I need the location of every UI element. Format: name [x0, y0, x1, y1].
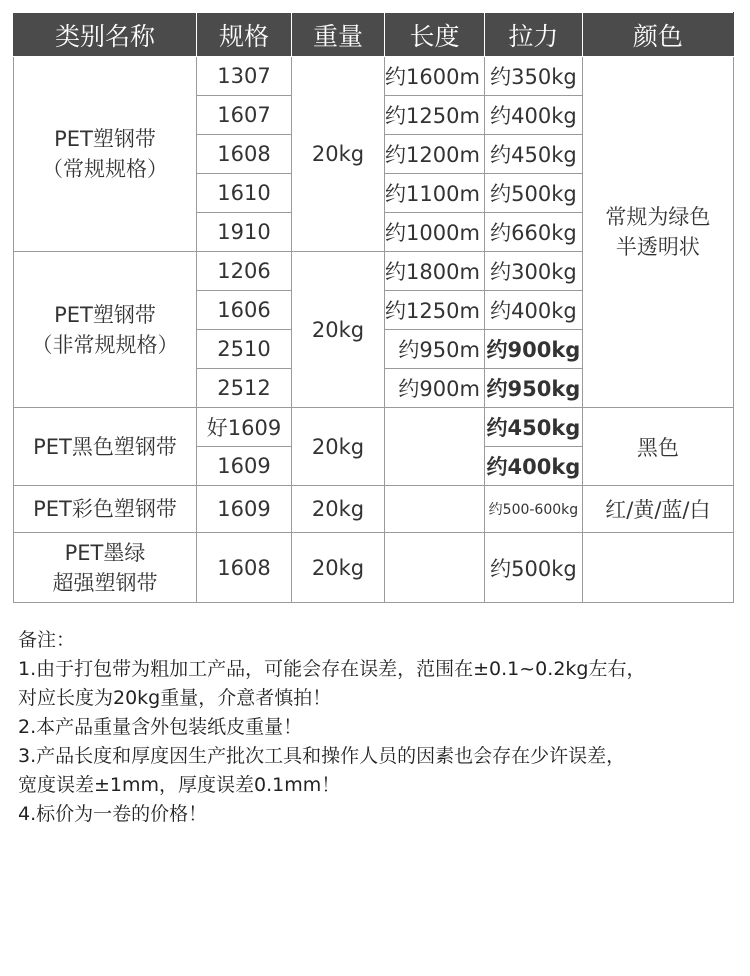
spec-cell: 1910 — [197, 213, 292, 252]
spec-cell: 1608 — [197, 135, 292, 174]
weight-cell: 20kg — [292, 486, 385, 533]
header-color: 颜色 — [582, 13, 733, 57]
length-cell: 约1800m — [385, 252, 485, 291]
category-name: PET塑钢带 — [54, 302, 156, 327]
header-weight: 重量 — [292, 13, 385, 57]
header-force: 拉力 — [484, 13, 582, 57]
length-cell: 约1600m — [385, 57, 485, 96]
notes-section — [18, 626, 743, 829]
spec-cell: 2510 — [197, 330, 292, 369]
length-cell: 约1200m — [385, 135, 485, 174]
category-name: PET墨绿 — [64, 540, 146, 565]
table-row — [14, 408, 734, 447]
color-cell — [582, 57, 733, 408]
length-cell — [385, 486, 485, 533]
force-cell: 约300kg — [484, 252, 582, 291]
force-cell: 约900kg — [484, 330, 582, 369]
category-cell — [14, 252, 197, 408]
length-cell — [385, 533, 485, 603]
spec-table — [13, 12, 734, 603]
length-cell: 约1250m — [385, 96, 485, 135]
color-cell: 黑色 — [582, 408, 733, 486]
note-line: 对应长度为20kg重量，介意者慎拍！ — [18, 687, 332, 709]
note-line: 宽度误差±1mm，厚度误差0.1mm！ — [18, 774, 341, 796]
color-cell: 红/黄/蓝/白 — [582, 486, 733, 533]
note-line: 4.标价为一卷的价格！ — [18, 803, 208, 825]
spec-cell: 1610 — [197, 174, 292, 213]
spec-cell: 1607 — [197, 96, 292, 135]
force-cell: 约450kg — [484, 408, 582, 447]
category-subname: （非常规规格） — [31, 332, 179, 357]
force-cell: 约400kg — [484, 96, 582, 135]
category-cell — [14, 533, 197, 603]
force-cell: 约450kg — [484, 135, 582, 174]
note-line: 2.本产品重量含外包装纸皮重量！ — [18, 716, 303, 738]
weight-cell: 20kg — [292, 533, 385, 603]
force-cell: 约950kg — [484, 369, 582, 408]
category-name: PET塑钢带 — [54, 127, 156, 151]
table-row — [14, 486, 734, 533]
spec-cell: 1307 — [197, 57, 292, 96]
force-cell: 约350kg — [484, 57, 582, 96]
note-line: 1.由于打包带为粗加工产品，可能会存在误差，范围在±0.1~0.2kg左右， — [18, 658, 646, 680]
length-cell — [385, 408, 485, 486]
color-line: 半透明状 — [615, 235, 700, 259]
weight-cell: 20kg — [292, 252, 385, 408]
spec-cell: 1606 — [197, 291, 292, 330]
category-cell — [14, 57, 197, 252]
spec-cell: 1608 — [197, 533, 292, 603]
length-cell: 约1100m — [385, 174, 485, 213]
length-cell: 约950m — [385, 330, 485, 369]
spec-cell: 2512 — [197, 369, 292, 408]
spec-cell: 1609 — [197, 447, 292, 486]
notes-title: 备注： — [18, 629, 76, 651]
header-row — [14, 13, 734, 57]
header-category: 类别名称 — [14, 13, 197, 57]
weight-cell: 20kg — [292, 408, 385, 486]
force-cell: 约400kg — [484, 447, 582, 486]
category-cell — [14, 486, 197, 533]
spec-cell: 好1609 — [197, 408, 292, 447]
spec-cell: 1609 — [197, 486, 292, 533]
category-subname: （常规规格） — [42, 157, 168, 181]
force-cell: 约500-600kg — [484, 486, 582, 533]
note-line: 3.产品长度和厚度因生产批次工具和操作人员的因素也会存在少许误差， — [18, 745, 626, 767]
category-subname: 超强塑钢带 — [52, 570, 158, 595]
color-line: 常规为绿色 — [605, 205, 711, 229]
category-cell — [14, 408, 197, 486]
header-length: 长度 — [385, 13, 485, 57]
spec-cell: 1206 — [197, 252, 292, 291]
header-spec: 规格 — [197, 13, 292, 57]
category-name: PET黑色塑钢带 — [33, 434, 177, 459]
length-cell: 约1250m — [385, 291, 485, 330]
category-name: PET彩色塑钢带 — [33, 497, 177, 521]
length-cell: 约900m — [385, 369, 485, 408]
force-cell: 约500kg — [484, 174, 582, 213]
length-cell: 约1000m — [385, 213, 485, 252]
table-row — [14, 533, 734, 603]
force-cell: 约500kg — [484, 533, 582, 603]
weight-cell: 20kg — [292, 57, 385, 252]
force-cell: 约660kg — [484, 213, 582, 252]
color-cell — [582, 533, 733, 603]
force-cell: 约400kg — [484, 291, 582, 330]
table-row — [14, 57, 734, 96]
